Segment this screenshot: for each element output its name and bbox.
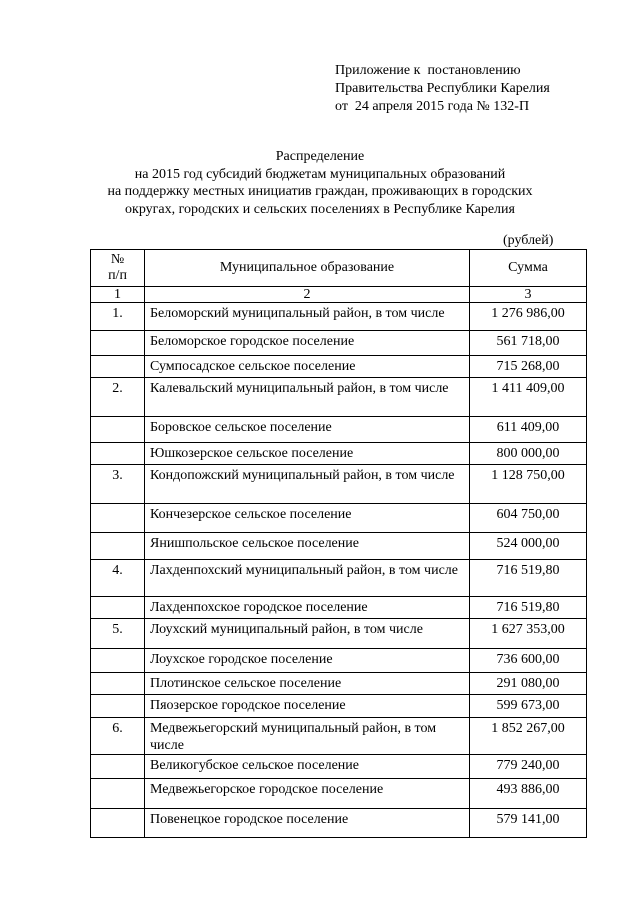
row-number — [91, 809, 145, 838]
row-sum: 611 409,00 — [470, 417, 587, 443]
row-number — [91, 779, 145, 809]
row-name: Плотинское сельское поселение — [145, 673, 470, 695]
row-number — [91, 504, 145, 533]
table-index-row — [91, 287, 587, 303]
table-row — [91, 465, 587, 504]
table-row — [91, 378, 587, 417]
title-line: Распределение — [275, 149, 365, 164]
row-name: Пяозерское городское поселение — [145, 695, 470, 718]
table-row — [91, 303, 587, 331]
row-sum: 1 276 986,00 — [470, 303, 587, 331]
appendix-line: Приложение к постановлению — [335, 63, 521, 78]
row-number — [91, 695, 145, 718]
currency-unit: (рублей) — [503, 233, 554, 248]
row-number: 3. — [91, 465, 145, 504]
header-sum: Сумма — [470, 250, 587, 287]
table-row — [91, 560, 587, 597]
row-number — [91, 331, 145, 356]
table-row — [91, 619, 587, 649]
document-title — [100, 148, 540, 218]
title-line: на 2015 год субсидий бюджетам муниципальных образований — [134, 166, 506, 182]
row-number: 2. — [91, 378, 145, 417]
row-sum: 493 886,00 — [470, 779, 587, 809]
table-row — [91, 533, 587, 560]
row-name: Калевальский муниципальный район, в том числе — [145, 378, 470, 417]
row-name: Юшкозерское сельское поселение — [145, 443, 470, 465]
table-row — [91, 673, 587, 695]
table-row — [91, 443, 587, 465]
table-header-row — [91, 250, 587, 287]
row-number: 4. — [91, 560, 145, 597]
row-sum: 716 519,80 — [470, 560, 587, 597]
row-sum: 736 600,00 — [470, 649, 587, 673]
row-number — [91, 533, 145, 560]
row-name: Сумпосадское сельское поселение — [145, 356, 470, 378]
row-sum: 716 519,80 — [470, 597, 587, 619]
row-name: Беломорский муниципальный район, в том числе — [145, 303, 470, 331]
row-number: 5. — [91, 619, 145, 649]
table-row — [91, 779, 587, 809]
row-number — [91, 356, 145, 378]
row-name: Лоухское городское поселение — [145, 649, 470, 673]
row-sum: 599 673,00 — [470, 695, 587, 718]
table-row — [91, 809, 587, 838]
row-sum: 524 000,00 — [470, 533, 587, 560]
table-row — [91, 504, 587, 533]
row-number — [91, 755, 145, 779]
index-cell: 3 — [470, 287, 587, 303]
row-name: Лоухский муниципальный район, в том числе — [145, 619, 470, 649]
row-name: Медвежьегорское городское поселение — [145, 779, 470, 809]
row-sum: 561 718,00 — [470, 331, 587, 356]
row-sum: 1 627 353,00 — [470, 619, 587, 649]
row-name: Лахденпохский муниципальный район, в том числе — [145, 560, 470, 597]
row-sum: 800 000,00 — [470, 443, 587, 465]
row-number: 1. — [91, 303, 145, 331]
row-name: Кончезерское сельское поселение — [145, 504, 470, 533]
row-sum: 715 268,00 — [470, 356, 587, 378]
header-number: № п/п — [91, 250, 145, 287]
row-number — [91, 649, 145, 673]
row-sum: 1 128 750,00 — [470, 465, 587, 504]
row-sum: 579 141,00 — [470, 809, 587, 838]
row-number — [91, 673, 145, 695]
table-row — [91, 649, 587, 673]
title-line: округах, городских и сельских поселениях в Республике Карелия — [125, 201, 515, 217]
subsidy-table — [90, 249, 587, 838]
table-row — [91, 718, 587, 755]
table-row — [91, 331, 587, 356]
header-name: Муниципальное образование — [145, 250, 470, 287]
row-number — [91, 597, 145, 619]
row-sum: 1 411 409,00 — [470, 378, 587, 417]
row-sum: 291 080,00 — [470, 673, 587, 695]
index-cell: 2 — [145, 287, 470, 303]
row-name: Кондопожский муниципальный район, в том числе — [145, 465, 470, 504]
table-row — [91, 695, 587, 718]
table-row — [91, 755, 587, 779]
index-cell: 1 — [91, 287, 145, 303]
table-row — [91, 597, 587, 619]
row-name: Великогубское сельское поселение — [145, 755, 470, 779]
row-sum: 604 750,00 — [470, 504, 587, 533]
row-number: 6. — [91, 718, 145, 755]
row-number — [91, 443, 145, 465]
row-number — [91, 417, 145, 443]
appendix-reference — [335, 62, 550, 116]
title-line: на поддержку местных инициатив граждан, проживающих в городских — [107, 184, 533, 199]
row-name: Боровское сельское поселение — [145, 417, 470, 443]
row-name: Лахденпохское городское поселение — [145, 597, 470, 619]
row-sum: 779 240,00 — [470, 755, 587, 779]
row-name: Повенецкое городское поселение — [145, 809, 470, 838]
row-name: Медвежьегорский муниципальный район, в том числе — [145, 718, 470, 755]
appendix-line: Правительства Республики Карелия — [335, 81, 550, 96]
row-sum: 1 852 267,00 — [470, 718, 587, 755]
row-name: Янишпольское сельское поселение — [145, 533, 470, 560]
table-row — [91, 356, 587, 378]
table-row — [91, 417, 587, 443]
appendix-line: от 24 апреля 2015 года № 132-П — [335, 99, 530, 114]
row-name: Беломорское городское поселение — [145, 331, 470, 356]
